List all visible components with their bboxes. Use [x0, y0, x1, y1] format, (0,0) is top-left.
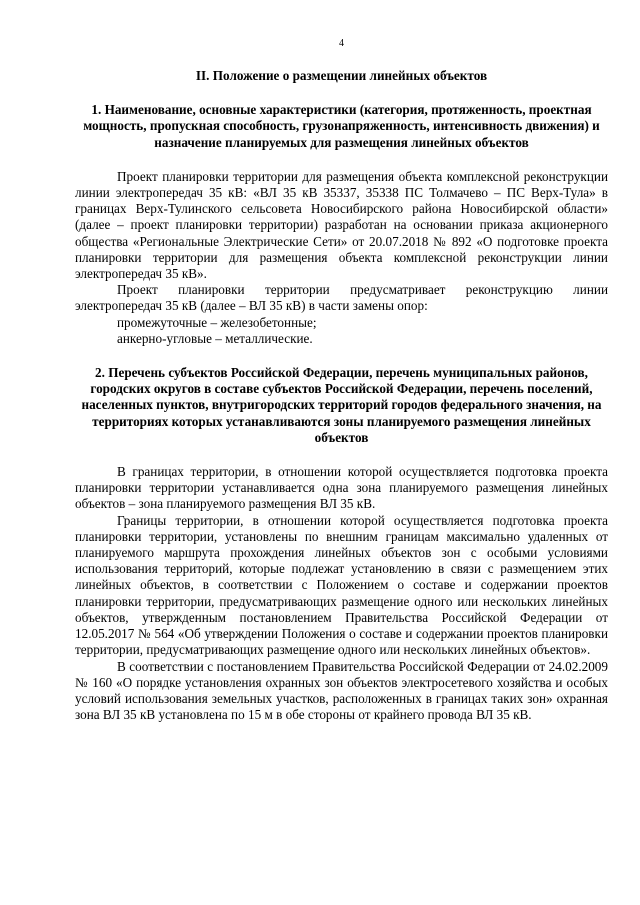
list-item: промежуточные – железобетонные; — [117, 314, 317, 330]
page-number: 4 — [339, 38, 344, 49]
section-title: II. Положение о размещении линейных объектов — [195, 68, 488, 83]
paragraph: Проект планировки территории для размещения объекта комплексной реконструкции линии электропередач 35 кВ: «ВЛ 35 кВ 35337, 35338 ПС Толмачево – ПС Верх-Тула» в границах Верх-Тулинского сельсовета Новосибирского района Новосибирской области» (далее – проект планировки территории) разработан на основании приказа акционерного общества «Региональные Электрические Сети» от 20.07.2018 № 892 «О подготовке проекта планировки территории для размещения объекта комплексной реконструкции линии электропередач 35 кВ». — [75, 168, 608, 282]
paragraph: В границах территории, в отношении которой осуществляется подготовка проекта планировки территории устанавливается одна зона планируемого размещения линейных объектов – зона планируемого размещения ВЛ 35 кВ. — [75, 464, 608, 512]
list-item: анкерно-угловые – металлические. — [117, 330, 313, 346]
paragraph: Границы территории, в отношении которой осуществляется подготовка проекта планировки территории, установлены по внешним границам максимально удаленных от планируемого маршрута прохождения линейных объектов зон с особыми условиями использования территорий, которые подлежат установлению в связи с размещением этих линейных объектов, в соответствии с Положением о составе и содержании проектов планировки территории, предусматривающих размещение одного или нескольких линейных объектов, утвержденным постановлением Правительства Российской Федерации от 12.05.2017 № 564 «Об утверждении Положения о составе и содержании проектов планировки территории, предусматривающих размещение одного или нескольких линейных объектов». — [75, 512, 608, 658]
subsection-2-heading: 2. Перечень субъектов Российской Федерации, перечень муниципальных районов, городских округов в составе субъектов Российской Федерации, перечень поселений, населенных пунктов, внутригородских территорий городов федерального значения, на территориях которых устанавливаются зоны планируемого размещения линейных объектов — [81, 365, 602, 445]
paragraph: Проект планировки территории предусматривает реконструкцию линии электропередач 35 кВ (далее – ВЛ 35 кВ) в части замены опор: — [75, 282, 608, 314]
paragraph: В соответствии с постановлением Правительства Российской Федерации от 24.02.2009 № 160 «О порядке установления охранных зон объектов электросетевого хозяйства и особых условий использования земельных участков, расположенных в границах таких зон» охранная зона ВЛ 35 кВ установлена по 15 м в обе стороны от крайнего провода ВЛ 35 кВ. — [75, 658, 608, 723]
subsection-1 — [75, 102, 608, 347]
subsection-2 — [75, 365, 608, 723]
subsection-1-heading: 1. Наименование, основные характеристики (категория, протяженность, проектная мощность, пропускная способность, грузонапряженность, интенсивность движения) и назначение планируемых для размещения линейных объектов — [83, 102, 600, 150]
